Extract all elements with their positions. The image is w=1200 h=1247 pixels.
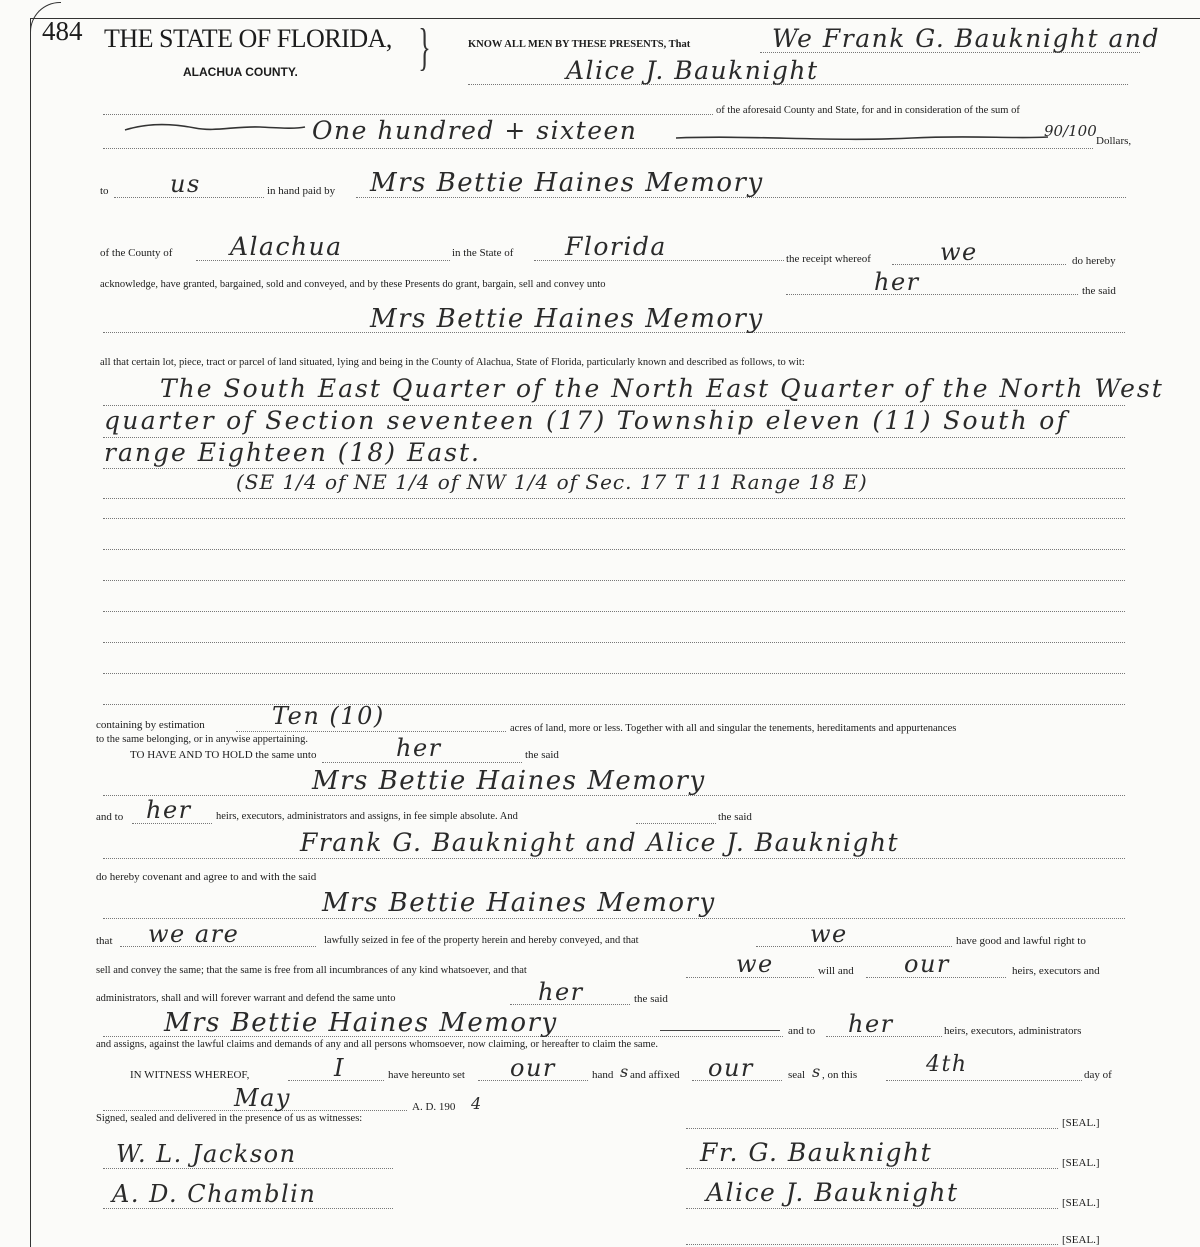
amount-cents: 90/100 [1044, 122, 1097, 140]
witness-our-value: our [510, 1054, 556, 1082]
line-seal-2 [686, 1168, 1058, 1169]
and-affixed-text: and affixed [630, 1069, 680, 1081]
and-to-text-2: and to [788, 1025, 816, 1037]
seal-label-4: [SEAL.] [1062, 1234, 1100, 1246]
and-to-text: and to [96, 811, 124, 823]
belonging-text: to the same belonging, or in anywise appertaining. [96, 734, 308, 745]
acknowledge-text: acknowledge, have granted, bargained, sold and conveyed, and by these Presents do grant, bargain, sell and convey unto [100, 279, 606, 290]
hand-text: hand [592, 1069, 614, 1081]
line-witness-2 [103, 1208, 393, 1209]
line-aforesaid [103, 114, 713, 115]
signer1-signature: Fr. G. Bauknight [700, 1138, 933, 1167]
line-grantee-covenant [103, 918, 1125, 919]
ad-text: A. D. 190 [412, 1101, 456, 1113]
day-of-text: day of [1084, 1069, 1112, 1081]
line-land-3 [103, 468, 1125, 469]
unto-value: her [874, 268, 920, 296]
line-witness-day [886, 1080, 1082, 1081]
grantee-habendum: Mrs Bettie Haines Memory [312, 766, 706, 796]
sell-and-text: sell and convey the same; that the same is free from all incumbrances of any kind whatsoever, and that [96, 965, 527, 976]
that-we-value: we [810, 920, 848, 948]
seal-label-1: [SEAL.] [1062, 1117, 1100, 1129]
line-unto [786, 294, 1078, 295]
we2-value: we [736, 950, 774, 978]
to-have-text: TO HAVE AND TO HOLD the same unto [130, 749, 317, 761]
lawfully-text: lawfully seized in fee of the property herein and hereby conveyed, and that [324, 935, 639, 946]
in-hand-paid-text: in hand paid by [267, 185, 336, 197]
year-digit-value: 4 [471, 1094, 482, 1113]
land-desc-4: (SE 1/4 of NE 1/4 of NW 1/4 of Sec. 17 T 11 Range 18 E) [236, 470, 868, 494]
have-the-said: the said [525, 749, 559, 761]
state-title: THE STATE OF FLORIDA, [104, 24, 392, 53]
consideration-flourish [120, 118, 310, 138]
assigns-text: and assigns, against the lawful claims and demands of any and all persons whomsoever, now claiming, or hereafter to claim the same. [96, 1039, 659, 1050]
seal-label-3: [SEAL.] [1062, 1197, 1100, 1209]
receipt-whereof-text: the receipt whereof [786, 253, 871, 265]
seal-text: seal [788, 1069, 806, 1081]
land-desc-1: The South East Quarter of the North East Quarter of the North West [160, 374, 1164, 403]
line-grantors-habendum [103, 858, 1125, 859]
land-intro: all that certain lot, piece, tract or parcel of land situated, lying and being in the County of Alachua, State of Florida, particularly known and described as follows, to wit: [100, 357, 805, 368]
on-this-text: , on this [822, 1069, 858, 1081]
aforesaid-text: of the aforesaid County and State, for and in consideration of the sum of [716, 105, 1020, 116]
amount-flourish [672, 130, 1052, 146]
seal-s-value: s [812, 1062, 821, 1081]
witness1-signature: W. L. Jackson [116, 1140, 297, 1168]
witness-our2-value: our [708, 1054, 754, 1082]
acres-value: Ten (10) [272, 702, 385, 730]
page-number: 484 [42, 16, 83, 46]
grantors-line2: Alice J. Bauknight [566, 56, 819, 85]
know-all-men: KNOW ALL MEN BY THESE PRESENTS, That [468, 39, 691, 50]
page-border-top [30, 18, 1200, 19]
line-consideration [103, 148, 1093, 149]
that-text: that [96, 935, 113, 947]
administrators-text: administrators, shall and will forever warrant and defend the same unto [96, 993, 396, 1004]
our-value: our [904, 950, 950, 978]
line-that-we [756, 946, 952, 947]
have-unto-value: her [396, 734, 442, 762]
line-seal-1 [686, 1128, 1058, 1129]
state-value: Florida [565, 232, 667, 261]
line-and-said [636, 823, 716, 824]
header-brace: } [418, 19, 431, 76]
dollars-text: Dollars, [1096, 135, 1132, 147]
month-value: May [234, 1084, 291, 1112]
heirs-exec-text: heirs, executors and [1012, 965, 1100, 977]
signed-sealed-text: Signed, sealed and delivered in the presence of us as witnesses: [96, 1113, 363, 1124]
line-acres [236, 731, 506, 732]
the-said-text: the said [1082, 285, 1116, 297]
heirs-exec2-text: heirs, executors, administrators [944, 1025, 1082, 1037]
county-value: Alachua [230, 232, 343, 261]
line-have-unto [322, 762, 522, 763]
witness-who-value: I [334, 1054, 345, 1082]
grantors-line1: We Frank G. Bauknight and [772, 24, 1161, 53]
grantee-warrant-dash [660, 1030, 780, 1031]
receipt-who-value: we [940, 238, 978, 266]
line-receipt-who [892, 264, 1066, 265]
line-land-8 [103, 611, 1125, 612]
warrant-the-said: the said [634, 993, 668, 1005]
containing-text: containing by estimation [96, 719, 205, 731]
hand-s-value: s [620, 1062, 629, 1081]
will-and-text: will and [818, 965, 854, 977]
and-to-her-value: her [146, 796, 192, 824]
do-hereby-text: do hereby [1072, 255, 1116, 267]
line-land-5 [103, 518, 1125, 519]
seal-label-2: [SEAL.] [1062, 1157, 1100, 1169]
in-state-text: in the State of [452, 247, 514, 259]
line-land-7 [103, 580, 1125, 581]
her2-value: her [848, 1010, 894, 1038]
to-whom-value: us [170, 170, 201, 198]
covenant-text: do hereby covenant and agree to and with the said [96, 871, 317, 883]
land-desc-2: quarter of Section seventeen (17) Township eleven (11) South of [104, 406, 1069, 435]
line-land-6 [103, 549, 1125, 550]
line-seal-4 [686, 1244, 1058, 1245]
line-land-4 [103, 498, 1125, 499]
grantee-covenant: Mrs Bettie Haines Memory [322, 888, 716, 918]
have-hereunto-text: have hereunto set [388, 1069, 465, 1081]
witness-day-value: 4th [926, 1052, 968, 1077]
page-border-left [30, 18, 31, 1247]
acres-text: acres of land, more or less. Together with all and singular the tenements, hereditaments and appurtenances [510, 723, 957, 734]
county-heading: ALACHUA COUNTY. [183, 65, 298, 79]
line-witness-1 [103, 1168, 393, 1169]
line-seal-3 [686, 1208, 1058, 1209]
grantee-paid-by: Mrs Bettie Haines Memory [370, 168, 764, 198]
line-land-11 [103, 704, 1125, 705]
grantee-ack: Mrs Bettie Haines Memory [370, 304, 764, 334]
line-land-10 [103, 673, 1125, 674]
witness2-signature: A. D. Chamblin [112, 1180, 317, 1208]
line-land-9 [103, 642, 1125, 643]
signer2-signature: Alice J. Bauknight [706, 1178, 959, 1207]
to-text: to [100, 185, 109, 197]
land-desc-3: range Eighteen (18) East. [104, 438, 481, 467]
and-the-said: the said [718, 811, 752, 823]
warrant-her-value: her [538, 978, 584, 1006]
amount-words: One hundred + sixteen [312, 116, 638, 145]
grantors-habendum: Frank G. Bauknight and Alice J. Bauknight [300, 828, 900, 857]
have-good-text: have good and lawful right to [956, 935, 1086, 947]
grantee-warrant: Mrs Bettie Haines Memory [164, 1008, 558, 1038]
of-county-text: of the County of [100, 247, 173, 259]
heirs-text: heirs, executors, administrators and assigns, in fee simple absolute. And [216, 811, 518, 822]
we-are-value: we are [148, 920, 240, 948]
in-witness-text: IN WITNESS WHEREOF, [130, 1069, 250, 1081]
